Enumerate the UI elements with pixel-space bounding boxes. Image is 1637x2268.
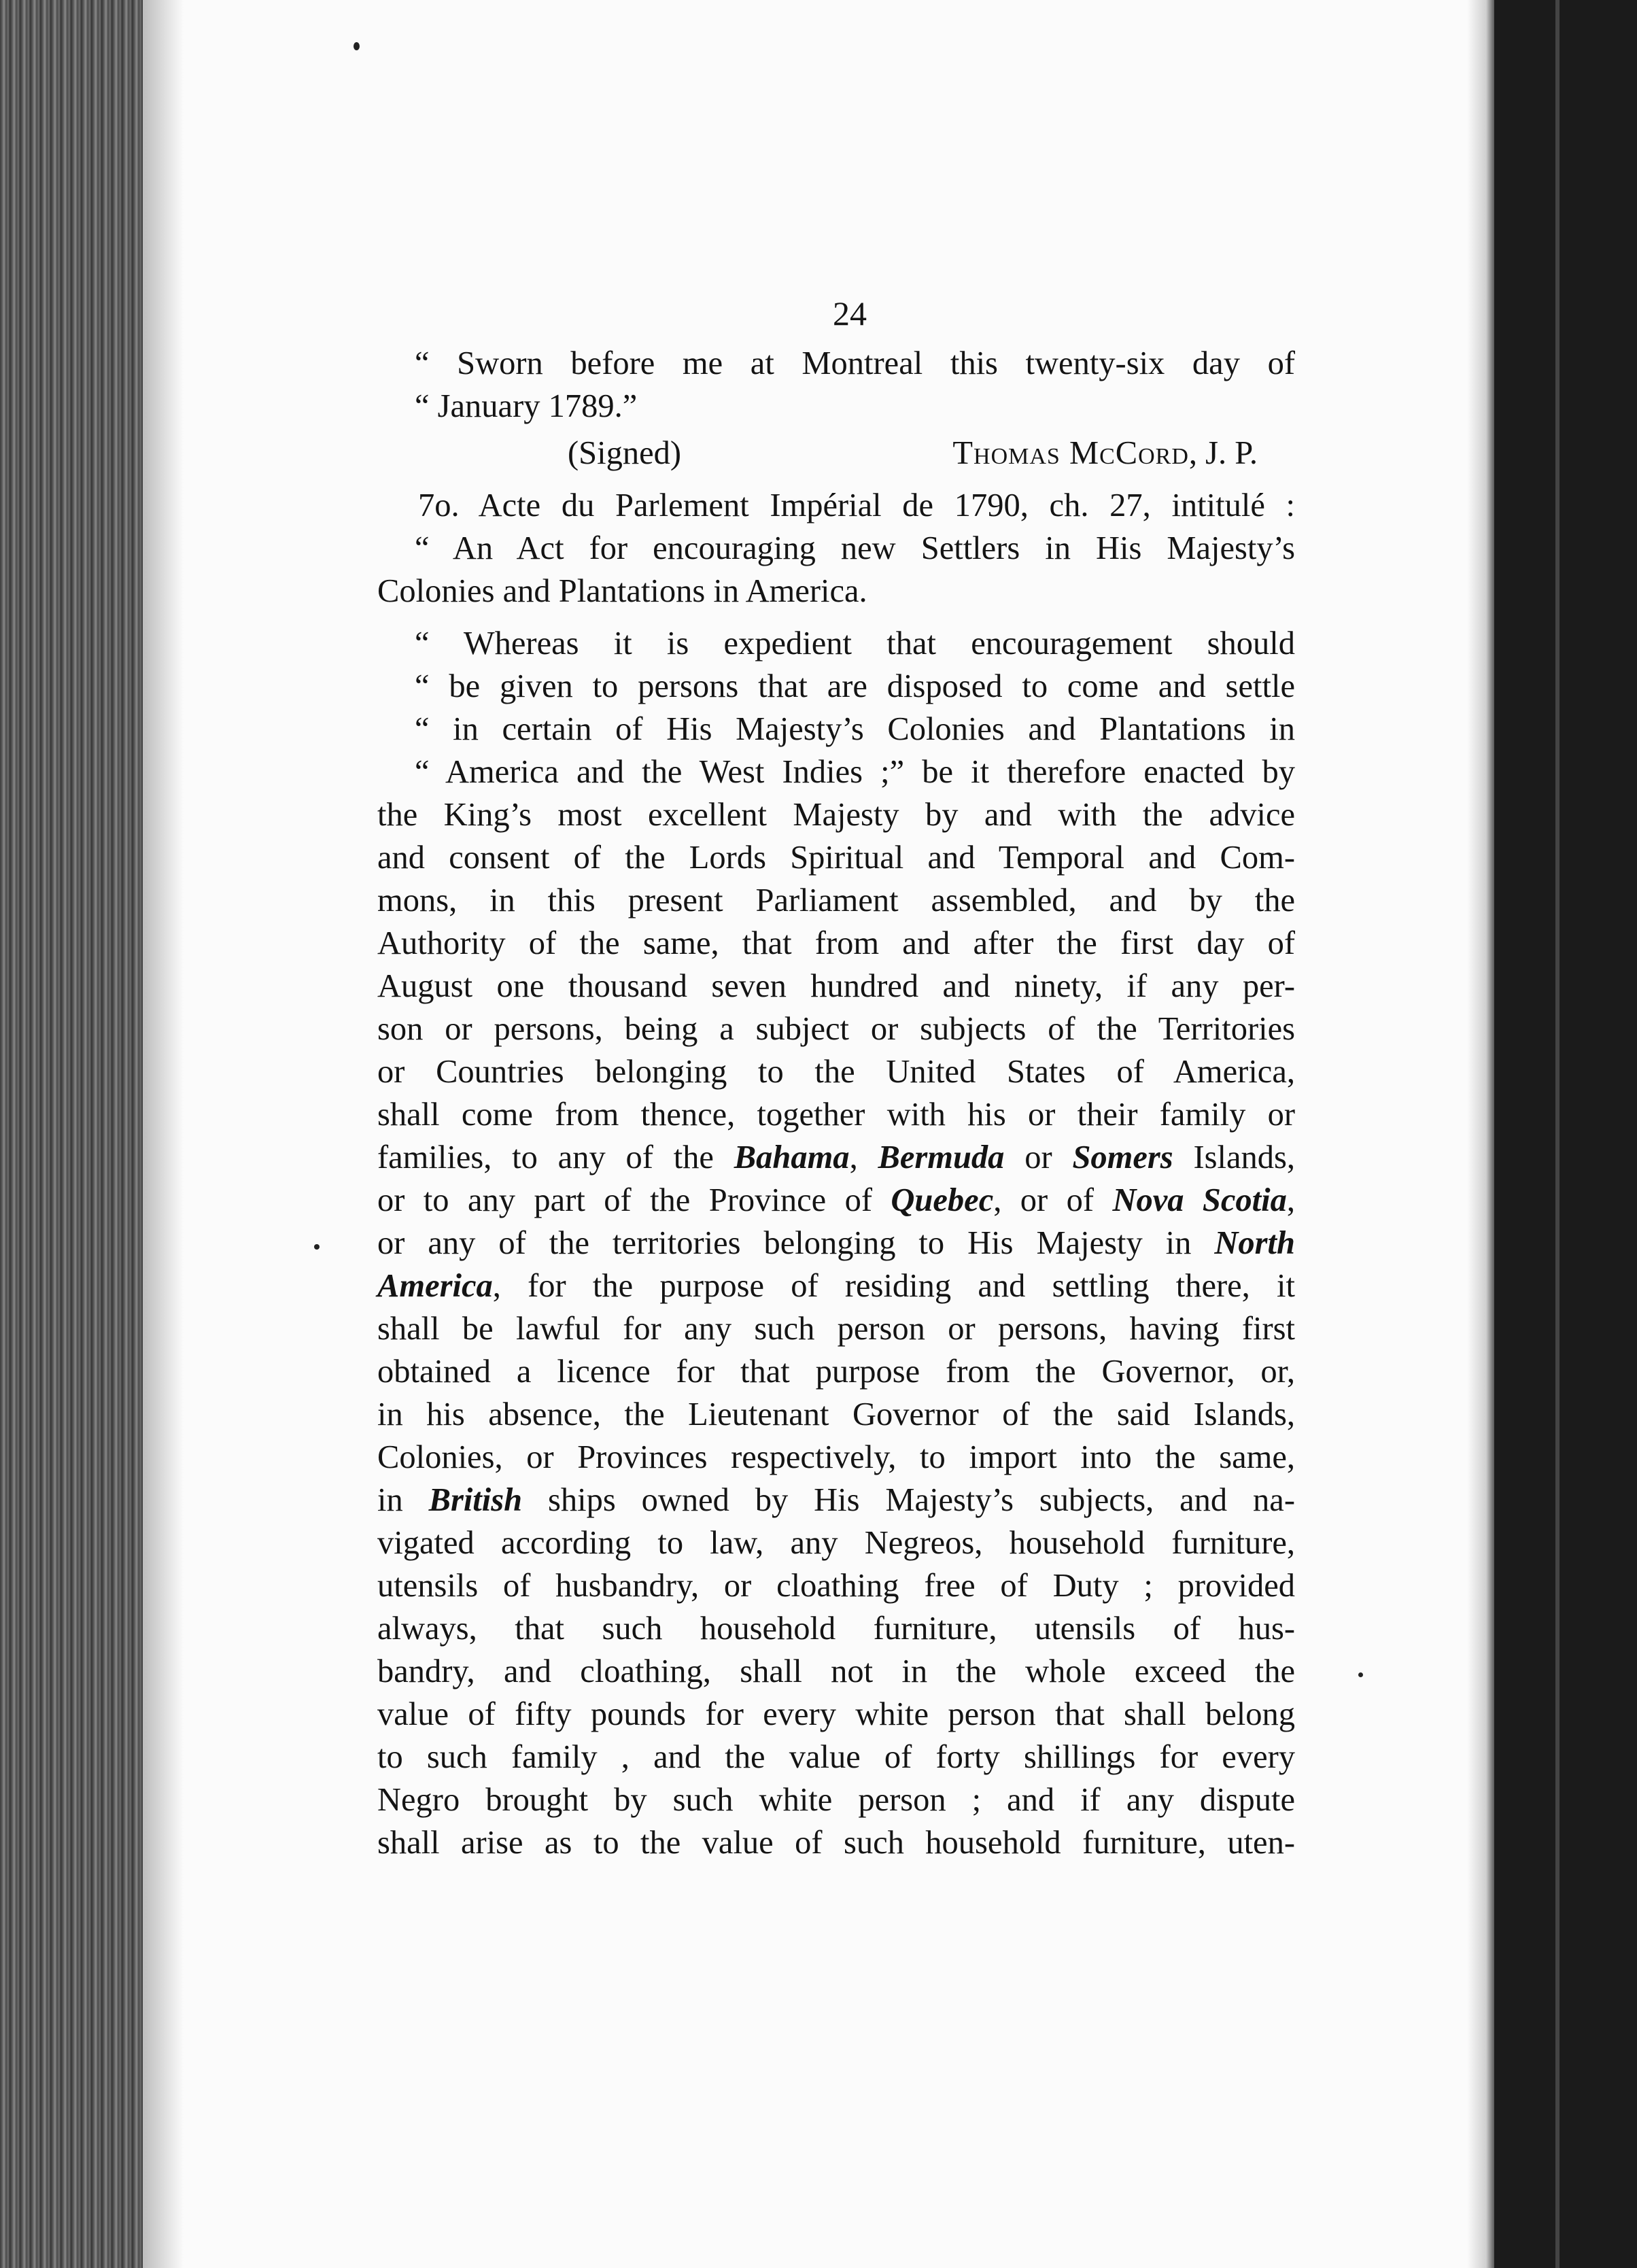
text-line: Colonies, or Provinces respectively, to import into the same, (377, 1439, 1295, 1475)
place-name: America (377, 1268, 493, 1304)
place-name: Nova Scotia (1112, 1182, 1287, 1218)
text-line: son or persons, being a subject or subjects of the Territories (377, 1011, 1295, 1047)
text-run: or any of the territories belonging to His Majesty in (377, 1225, 1215, 1261)
text-line: in his absence, the Lieutenant Governor of the said Islands, (377, 1396, 1295, 1432)
text-line: value of fifty pounds for every white person that shall belong (377, 1696, 1295, 1732)
text-line: “ Whereas it is expedient that encouragement should (415, 625, 1295, 662)
text-line: to such family , and the value of forty shillings for every (377, 1739, 1295, 1775)
place-name: Quebec (891, 1182, 994, 1218)
text-run: ships owned by His Majesty’s subjects, and na- (522, 1482, 1295, 1518)
text-line (377, 1136, 1295, 1179)
text-run: , or of (993, 1182, 1113, 1218)
page-text (377, 292, 1295, 1864)
text-line (377, 1265, 1295, 1307)
text-line: vigated according to law, any Negreos, household furniture, (377, 1525, 1295, 1561)
place-name: North (1214, 1225, 1295, 1261)
signatory-name: Thomas McCord (952, 435, 1189, 471)
signatory-title: , J. P. (1188, 435, 1258, 471)
text-run: families, to any of the (377, 1139, 734, 1175)
signatory (952, 432, 1258, 475)
text-line: always, that such household furniture, utensils of hus- (377, 1611, 1295, 1647)
place-name: Bermuda (878, 1139, 1005, 1175)
text-line: “ in certain of His Majesty’s Colonies and Plantations in (415, 711, 1295, 747)
text-line: “ be given to persons that are disposed to come and settle (415, 668, 1295, 704)
text-run: , (1286, 1182, 1295, 1218)
text-line: Negro brought by such white person ; and if any dispute (377, 1782, 1295, 1818)
text-line: shall be lawful for any such person or persons, having first (377, 1311, 1295, 1347)
text-line: mons, in this present Parliament assembled, and by the (377, 882, 1295, 918)
text-line: bandry, and cloathing, shall not in the whole exceed the (377, 1653, 1295, 1689)
text-line: “ January 1789.” (415, 388, 638, 424)
ink-speck (1358, 1672, 1363, 1677)
text-line: the King’s most excellent Majesty by and with the advice (377, 797, 1295, 833)
act-heading: 7o. Acte du Parlement Impérial de 1790, ch. 27, intitulé : (418, 487, 1295, 523)
act-title: Colonies and Plantations in America. (377, 573, 867, 609)
act-title: “ An Act for encouraging new Settlers in His Majesty’s (415, 530, 1295, 566)
text-run: , for the purpose of residing and settling there, it (492, 1268, 1295, 1304)
text-line: shall arise as to the value of such household furniture, uten- (377, 1825, 1295, 1861)
text-line: and consent of the Lords Spiritual and Temporal and Com- (377, 840, 1295, 876)
ink-speck (314, 1244, 320, 1250)
text-run: Islands, (1173, 1139, 1295, 1175)
text-line (377, 1479, 1295, 1522)
text-line: shall come from thence, together with his or their family or (377, 1097, 1295, 1133)
text-line: utensils of husbandry, or cloathing free of Duty ; provided (377, 1568, 1295, 1604)
place-name: Somers (1072, 1139, 1173, 1175)
text-line: obtained a licence for that purpose from the Governor, or, (377, 1354, 1295, 1390)
book-binding-edge (0, 0, 143, 2268)
text-line (377, 1222, 1295, 1265)
page-number: 24 (833, 294, 867, 332)
text-run: , (849, 1139, 878, 1175)
signature-line (377, 432, 1295, 475)
ink-speck (354, 42, 360, 50)
text-run: or to any part of the Province of (377, 1182, 891, 1218)
emphasis: British (428, 1482, 523, 1518)
text-line: or Countries belonging to the United States of America, (377, 1054, 1295, 1090)
text-line: Authority of the same, that from and after the first day of (377, 925, 1295, 961)
text-line (377, 1179, 1295, 1222)
signed-label: (Signed) (568, 435, 682, 471)
place-name: Bahama (734, 1139, 850, 1175)
text-run: or (1004, 1139, 1073, 1175)
text-line: August one thousand seven hundred and ninety, if any per- (377, 968, 1295, 1004)
text-line: “ Sworn before me at Montreal this twenty-six day of (415, 345, 1295, 381)
text-run: in (377, 1482, 429, 1518)
text-line: “ America and the West Indies ;” be it therefore enacted by (415, 754, 1295, 790)
page-right-edge (1494, 0, 1637, 2268)
